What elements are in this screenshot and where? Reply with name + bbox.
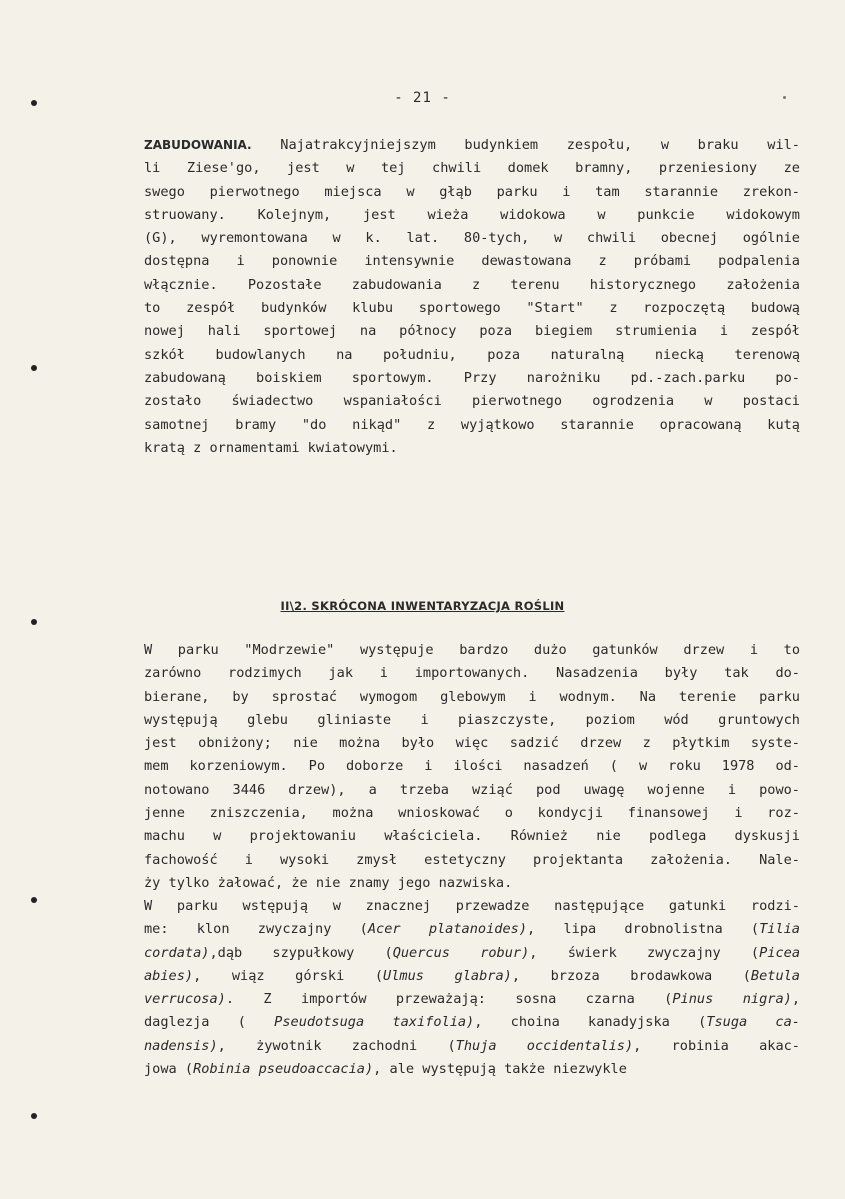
text-line: verrucosa). Z importów przeważają: sosna czarna (Pinus nigra), xyxy=(144,991,800,1008)
text-run: (G), wyremontowana w k. lat. 80-tych, w chwili obecnej ogólnie xyxy=(144,230,800,247)
page-number: - 21 - xyxy=(394,90,451,106)
latin-species-name: Pseudotsuga taxifolia) xyxy=(274,1014,475,1031)
text-line: ży tylko żałować, że nie znamy jego nazwiska. xyxy=(144,874,513,891)
text-line xyxy=(144,274,800,297)
text-line: cordata),dąb szypułkowy (Quercus robur), świerk zwyczajny (Picea xyxy=(144,944,800,961)
text-line: nadensis), żywotnik zachodni (Thuja occidentalis), robinia akac- xyxy=(144,1037,800,1054)
text-line: mem korzeniowym. Po doborze i ilości nasadzeń ( w roku 1978 od- xyxy=(144,758,800,775)
latin-species-name: nadensis) xyxy=(144,1037,218,1054)
text-line: występują glebu gliniaste i piaszczyste, poziom wód gruntowych xyxy=(144,711,800,728)
text-line: jest obniżony; nie można było więc sadzić drzew z płytkim syste- xyxy=(144,735,800,752)
text-line xyxy=(144,297,800,320)
text-line: bierane, by sprostać wymogom glebowym i wodnym. Na terenie parku xyxy=(144,688,800,705)
latin-species-name: Tilia xyxy=(759,921,800,938)
paragraph-tree-species xyxy=(144,895,800,1081)
text-line: notowano 3446 drzew), a trzeba wziąć pod uwagę wojenne i powo- xyxy=(144,781,800,798)
text-run: swego pierwotnego miejsca w głąb parku i tam starannie zrekon- xyxy=(144,183,800,200)
text-line: zarówno rodzimych jak i importowanych. Nasadzenia były tak do- xyxy=(144,665,800,682)
latin-species-name: Quercus robur) xyxy=(392,944,530,961)
text-line xyxy=(144,204,800,227)
text-line xyxy=(144,157,800,180)
text-line xyxy=(144,320,800,343)
latin-species-name: Picea xyxy=(759,944,800,961)
section-heading: II\2. SKRÓCONA INWENTARYZACJA ROŚLIN xyxy=(280,599,565,613)
paragraph-trees-intro xyxy=(144,639,800,895)
punch-hole-mark xyxy=(31,1113,37,1119)
text-run: szkół budowlanych na południu, poza naturalną niecką terenową xyxy=(144,346,800,363)
text-run: li Ziese'go, jest w tej chwili domek bramny, przeniesiony ze xyxy=(144,160,800,177)
text-line: jenne zniszczenia, można wnioskować o kondycji finansowej i roz- xyxy=(144,805,800,822)
text-line: abies), wiąz górski (Ulmus glabra), brzoza brodawkowa (Betula xyxy=(144,967,800,984)
section-lead-word: ZABUDOWANIA. xyxy=(144,138,252,152)
text-run: kratą z ornamentami kwiatowymi. xyxy=(144,439,398,456)
latin-species-name: Pinus nigra) xyxy=(672,991,792,1008)
text-line xyxy=(144,181,800,204)
text-line xyxy=(144,227,800,250)
text-line: fachowość i wysoki zmysł estetyczny projektanta założenia. Nale- xyxy=(144,851,800,868)
punch-hole-mark xyxy=(31,365,37,371)
latin-species-name: Robinia pseudoaccacia) xyxy=(193,1061,374,1078)
text-run: zostało świadectwo wspaniałości pierwotnego ogrodzenia w postaci xyxy=(144,393,800,410)
text-run: Najatrakcyjniejszym budynkiem zespołu, w braku wil- xyxy=(251,137,800,153)
text-line xyxy=(144,437,800,460)
text-line: jowa (Robinia pseudoaccacia), ale występują także niezwykle xyxy=(144,1061,627,1078)
latin-species-name: Thuja occidentalis) xyxy=(455,1037,634,1054)
text-run: nowej hali sportowej na północy poza biegiem strumienia i zespół xyxy=(144,323,800,340)
text-run: samotnej bramy "do nikąd" z wyjątkowo starannie opracowaną kutą xyxy=(144,416,800,433)
text-line xyxy=(144,134,800,157)
text-line: me: klon zwyczajny (Acer platanoides), lipa drobnolistna (Tilia xyxy=(144,921,800,938)
text-line: W parku "Modrzewie" występuje bardzo dużo gatunków drzew i to xyxy=(144,642,800,658)
text-line xyxy=(144,344,800,367)
latin-species-name: cordata) xyxy=(144,944,210,961)
latin-species-name: abies) xyxy=(144,967,194,984)
latin-species-name: verrucosa) xyxy=(144,991,226,1008)
punch-hole-mark xyxy=(31,897,37,903)
text-line: W parku wstępują w znacznej przewadze następujące gatunki rodzi- xyxy=(144,898,800,914)
latin-species-name: Acer platanoides) xyxy=(367,921,528,938)
text-line xyxy=(144,367,800,390)
text-run: włącznie. Pozostałe zabudowania z terenu historycznego założenia xyxy=(144,276,800,293)
text-line xyxy=(144,250,800,273)
latin-species-name: Ulmus glabra) xyxy=(383,967,512,984)
text-line: machu w projektowaniu właściciela. Również nie podlega dyskusji xyxy=(144,828,800,845)
punch-hole-mark xyxy=(31,619,37,625)
text-run: to zespół budynków klubu sportowego "Start" z rozpoczętą budową xyxy=(144,300,800,317)
text-line xyxy=(144,414,800,437)
text-run: dostępna i ponownie intensywnie dewastowana z próbami podpalenia xyxy=(144,253,800,270)
text-run: struowany. Kolejnym, jest wieża widokowa w punkcie widokowym xyxy=(144,206,800,223)
text-run: zabudowaną boiskiem sportowym. Przy narożniku pd.-zach.parku po- xyxy=(144,369,800,386)
latin-species-name: Tsuga ca- xyxy=(706,1014,800,1031)
latin-species-name: Betula xyxy=(750,967,800,984)
text-line xyxy=(144,390,800,413)
paragraph-buildings xyxy=(144,134,800,460)
text-line: daglezja ( Pseudotsuga taxifolia), choina kanadyjska (Tsuga ca- xyxy=(144,1014,800,1031)
